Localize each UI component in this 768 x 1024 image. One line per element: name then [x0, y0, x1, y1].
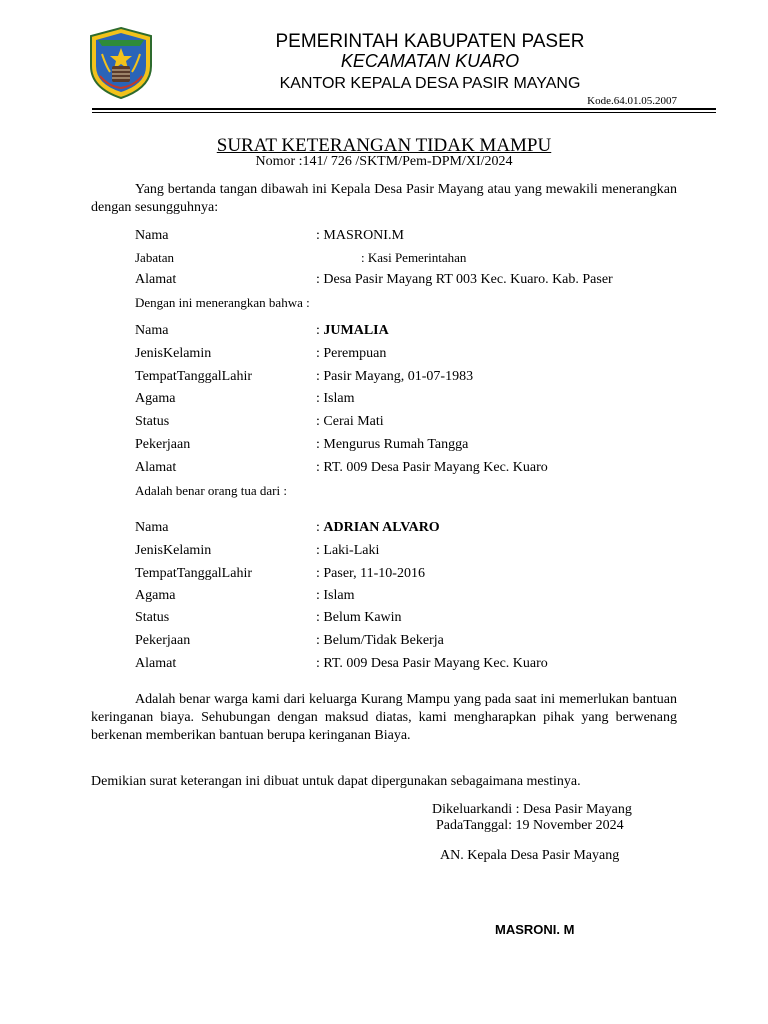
header-office: KANTOR KEPALA DESA PASIR MAYANG [279, 75, 581, 92]
signatory-title: AN. Kepala Desa Pasir Mayang [440, 848, 620, 863]
child-address-label: Alamat [135, 656, 177, 671]
issued-place: Dikeluarkandi : Desa Pasir Mayang [432, 802, 632, 817]
section-intro-parent-of: Adalah benar orang tua dari : [135, 483, 287, 498]
parent-occupation-value: : Mengurus Rumah Tangga [316, 437, 469, 452]
parent-occupation-label: Pekerjaan [135, 437, 191, 452]
parent-status-value: : Cerai Mati [316, 414, 384, 429]
parent-status-label: Status [135, 414, 170, 429]
parent-gender-value: : Perempuan [316, 346, 387, 361]
child-gender-value: : Laki-Laki [316, 543, 380, 558]
statement-paragraph: Adalah benar warga kami dari keluarga Kurang Mampu yang pada saat ini memerlukan bantuan keringanan biaya. Sehubungan dengan maksud diatas, kami mengharapkan pihak yang berwenang berkenan memberikan bantuan berupa keringanan Biaya. [91, 692, 677, 743]
parent-name-value: : JUMALIA [316, 323, 389, 338]
child-occupation-label: Pekerjaan [135, 633, 191, 648]
parent-name-label: Nama [135, 323, 169, 338]
parent-address-label: Alamat [135, 460, 177, 475]
section-intro-declare: Dengan ini menerangkan bahwa : [135, 295, 310, 310]
child-name-label: Nama [135, 520, 169, 535]
signer-name-label: Nama [135, 228, 169, 243]
parent-religion-label: Agama [135, 391, 176, 406]
intro-paragraph: Yang bertanda tangan dibawah ini Kepala Desa Pasir Mayang atau yang mewakili menerangkan dengan sesungguhnya: [91, 182, 677, 215]
child-religion-value: : Islam [316, 588, 355, 603]
parent-birth-label: TempatTanggalLahir [135, 369, 252, 384]
signer-address-value: : Desa Pasir Mayang RT 003 Kec. Kuaro. Kab. Paser [316, 272, 613, 287]
document-title: SURAT KETERANGAN TIDAK MAMPU [216, 135, 552, 156]
child-gender-label: JenisKelamin [135, 543, 212, 558]
child-address-value: : RT. 009 Desa Pasir Mayang Kec. Kuaro [316, 656, 548, 671]
signer-address-label: Alamat [135, 272, 177, 287]
child-birth-value: : Paser, 11-10-2016 [316, 566, 425, 581]
header-district: KECAMATAN KUARO [340, 51, 520, 71]
issued-date: PadaTanggal: 19 November 2024 [436, 818, 624, 833]
regency-emblem-logo [88, 26, 154, 100]
header-government: PEMERINTAH KABUPATEN PASER [275, 31, 585, 52]
child-status-value: : Belum Kawin [316, 610, 402, 625]
child-name-value: : ADRIAN ALVARO [316, 520, 440, 535]
child-birth-label: TempatTanggalLahir [135, 566, 252, 581]
signatory-name: MASRONI. M [495, 922, 575, 937]
parent-address-value: : RT. 009 Desa Pasir Mayang Kec. Kuaro [316, 460, 548, 475]
parent-birth-value: : Pasir Mayang, 01-07-1983 [316, 369, 474, 384]
parent-religion-value: : Islam [316, 391, 355, 406]
office-code: Kode.64.01.05.2007 [587, 95, 677, 107]
parent-gender-label: JenisKelamin [135, 346, 212, 361]
child-occupation-value: : Belum/Tidak Bekerja [316, 633, 444, 648]
signer-name-value: : MASRONI.M [316, 228, 404, 243]
header-divider-thin [92, 112, 716, 113]
document-number: Nomor :141/ 726 /SKTM/Pem-DPM/XI/2024 [255, 154, 513, 169]
child-status-label: Status [135, 610, 170, 625]
header-divider-thick [92, 108, 716, 110]
signer-position-value: : Kasi Pemerintahan [361, 250, 467, 265]
signer-position-label: Jabatan [135, 250, 174, 265]
child-religion-label: Agama [135, 588, 176, 603]
closing-sentence: Demikian surat keterangan ini dibuat untuk dapat dipergunakan sebagaimana mestinya. [91, 774, 581, 789]
